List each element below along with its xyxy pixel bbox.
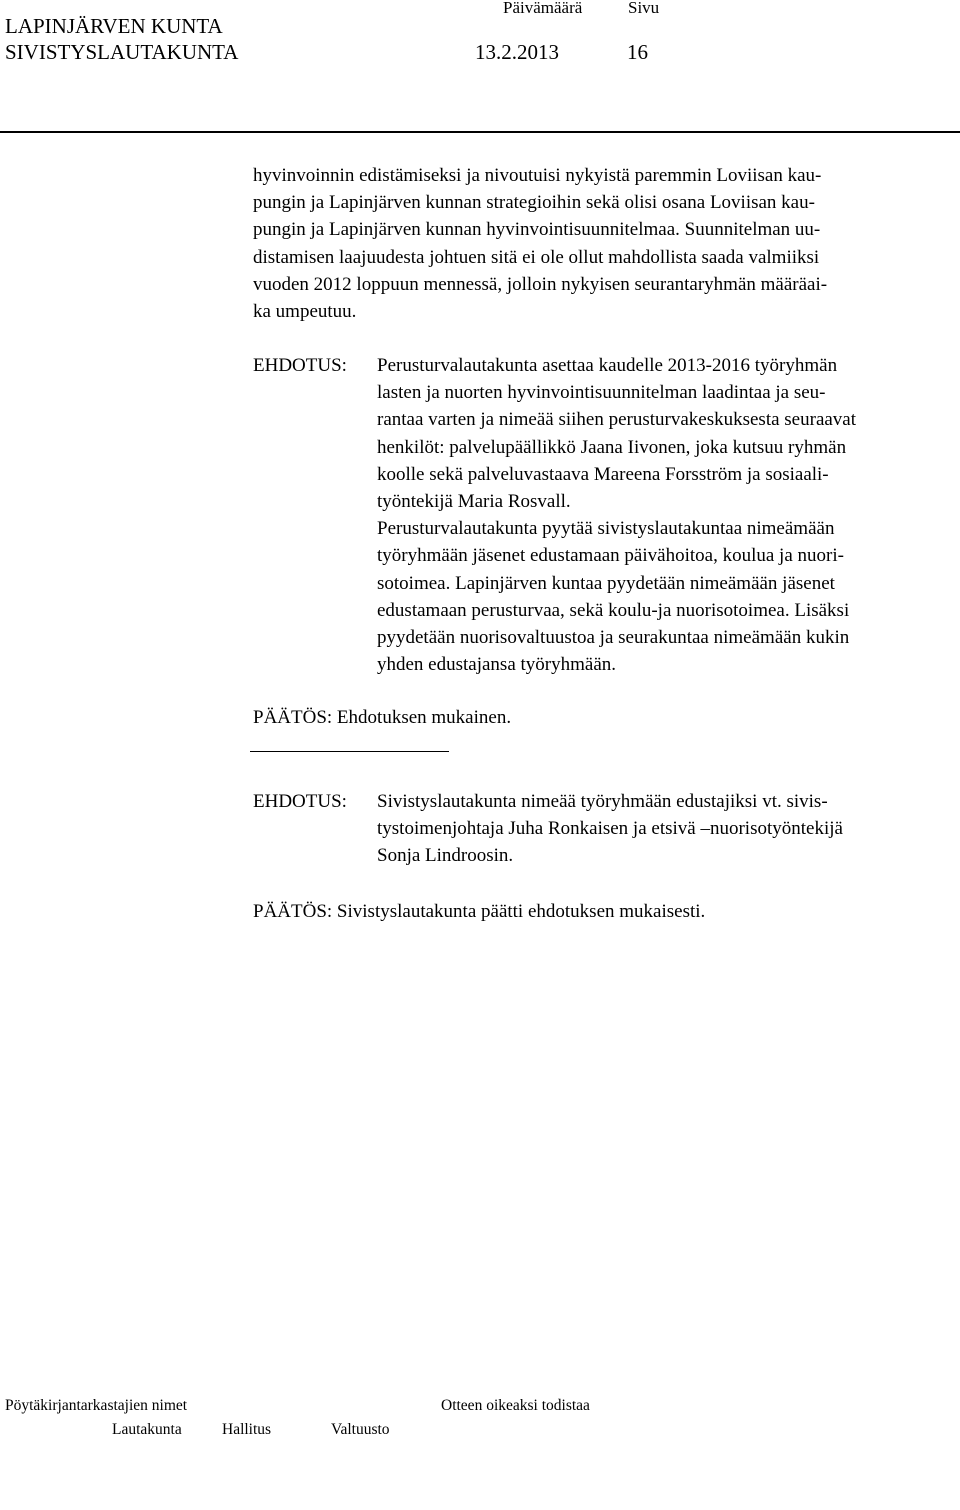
text-line: lasten ja nuorten hyvinvointisuunnitelman laadintaa ja seu-	[377, 382, 826, 404]
text-line: henkilöt: palvelupäällikkö Jaana Iivonen, joka kutsuu ryhmän	[377, 436, 847, 458]
organization-unit: SIVISTYSLAUTAKUNTA	[5, 40, 239, 64]
decision-text: PÄÄTÖS: Ehdotuksen mukainen.	[253, 707, 512, 728]
text-line: sotoimea. Lapinjärven kuntaa pyydetään nimeämään jäsenet	[377, 572, 835, 594]
footer-board-label: Lautakunta	[112, 1421, 182, 1438]
text-line: Sivistyslautakunta nimeää työryhmään edustajiksi vt. sivis-	[377, 791, 828, 812]
text-line: yhden edustajansa työryhmään.	[377, 654, 617, 676]
decision-text: PÄÄTÖS: Sivistyslautakunta päätti ehdotuksen mukaisesti.	[253, 901, 706, 922]
text-line: vuoden 2012 loppuun mennessä, jolloin nykyisen seurantaryhmän määräai-	[253, 273, 828, 295]
page-number: 16	[627, 40, 648, 64]
footer-checkers-label: Pöytäkirjantarkastajien nimet	[5, 1397, 188, 1414]
text-line: pungin ja Lapinjärven kunnan strategioihin sekä olisi osana Loviisan kau-	[253, 192, 815, 214]
text-line: Perusturvalautakunta asettaa kaudelle 2013-2016 työryhmän	[377, 355, 838, 376]
text-line: tystoimenjohtaja Juha Ronkaisen ja etsivä –nuorisotyöntekijä	[377, 818, 843, 840]
proposal-label: EHDOTUS:	[253, 355, 347, 376]
text-line: edustamaan perusturvaa, sekä koulu-ja nuorisotoimea. Lisäksi	[377, 599, 850, 621]
footer-true-copy-label: Otteen oikeaksi todistaa	[441, 1397, 590, 1414]
footer-executive-label: Hallitus	[222, 1421, 272, 1438]
text-line: koolle sekä palveluvastaava Mareena Forsström ja sosiaali-	[377, 463, 829, 485]
text-line: Sonja Lindroosin.	[377, 845, 514, 867]
text-line: rantaa varten ja nimeää siihen perusturvakeskuksesta seuraavat	[377, 409, 857, 431]
text-line: hyvinvoinnin edistämiseksi ja nivoutuisi nykyistä paremmin Loviisan kau-	[253, 165, 822, 186]
intro-paragraph	[253, 162, 827, 325]
text-line: Perusturvalautakunta pyytää sivistyslautakuntaa nimeämään	[377, 518, 835, 540]
proposal-text	[377, 788, 843, 870]
text-line: työryhmään jäsenet edustamaan päivähoitoa, koulua ja nuori-	[377, 545, 844, 567]
text-line: pyydetään nuorisovaltuustoa ja seurakuntaa nimeämään kukin	[377, 627, 850, 649]
footer-council-label: Valtuusto	[331, 1421, 390, 1438]
text-line: distamisen laajuudesta johtuen sitä ei ole ollut mahdollista saada valmiiksi	[253, 246, 820, 268]
section-divider	[250, 751, 449, 752]
proposal-label: EHDOTUS:	[253, 791, 347, 812]
page-label: Sivu	[628, 0, 660, 17]
document-date: 13.2.2013	[475, 40, 559, 64]
proposal-text	[377, 352, 856, 678]
date-label: Päivämäärä	[503, 0, 583, 17]
header-divider	[0, 131, 960, 133]
text-line: pungin ja Lapinjärven kunnan hyvinvointisuunnitelmaa. Suunnitelman uu-	[253, 219, 821, 241]
text-line: työntekijä Maria Rosvall.	[377, 491, 571, 513]
organization-name: LAPINJÄRVEN KUNTA	[5, 14, 223, 38]
text-line: ka umpeutuu.	[253, 301, 357, 323]
